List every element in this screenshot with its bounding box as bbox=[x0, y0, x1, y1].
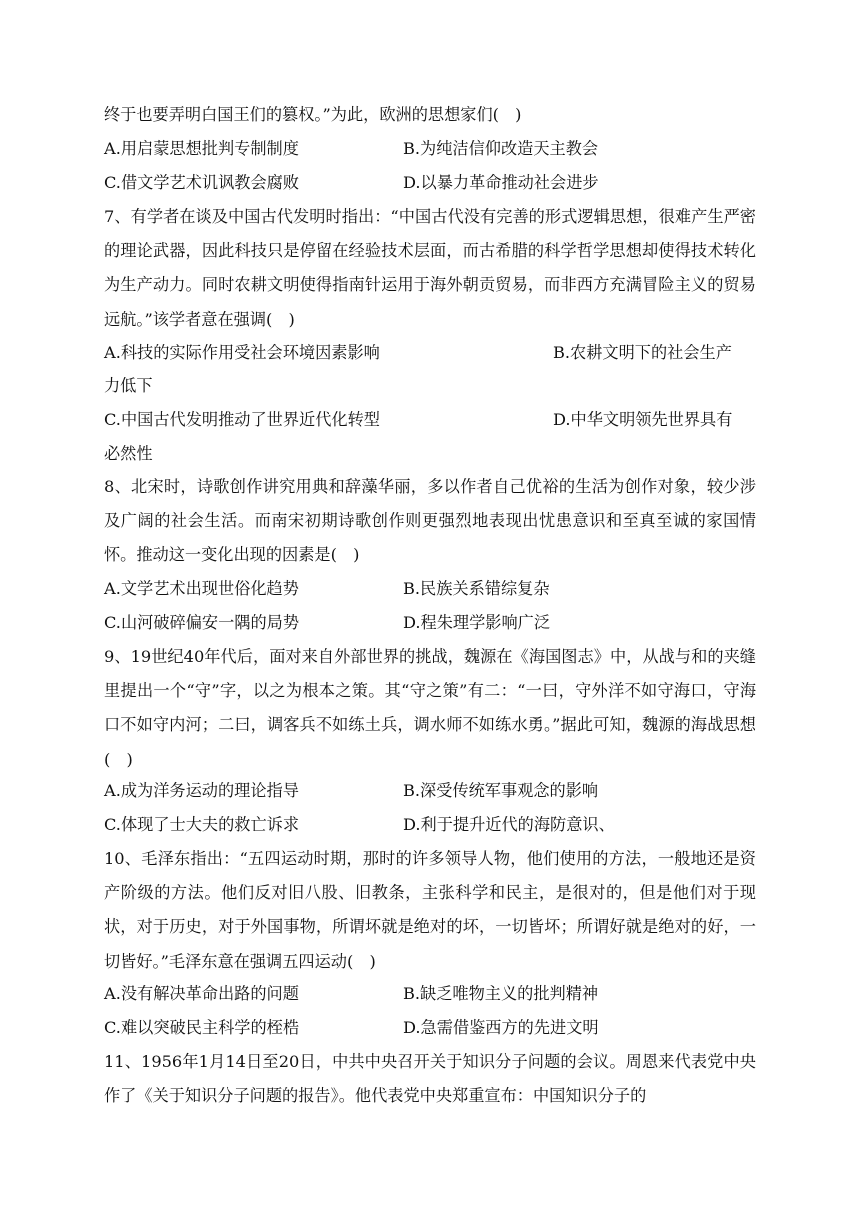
q6-option-c: C.借文学艺术讥讽教会腐败 bbox=[104, 173, 300, 192]
q9-option-d: D.利于提升近代的海防意识、 bbox=[403, 815, 615, 834]
q9-option-a: A.成为洋务运动的理论指导 bbox=[104, 781, 299, 800]
q6-option-a: A.用启蒙思想批判专制制度 bbox=[104, 139, 299, 158]
q10-option-c: C.难以突破民主科学的桎梏 bbox=[104, 1018, 300, 1037]
q6-option-b: B.为纯洁信仰改造天主教会 bbox=[403, 139, 599, 158]
q8-option-c: C.山河破碎偏安一隅的局势 bbox=[104, 613, 300, 632]
q9-stem: 9、19世纪40年代后，面对来自外部世界的挑战，魏源在《海国图志》中，从战与和的夹缝里提出一个“守”字，以之为根本之策。其“守之策”有二：“一曰，守外洋不如守海口，守海口不如守内河；二曰，调客兵不如练土兵，调水师不如练水勇。”据此可知，魏源的海战思想( ) bbox=[104, 647, 756, 769]
q8-option-b: B.民族关系错综复杂 bbox=[403, 579, 550, 598]
q7-stem: 7、有学者在谈及中国古代发明时指出：“中国古代没有完善的形式逻辑思想，很难产生严密的理论武器，因此科技只是停留在经验技术层面，而古希腊的科学哲学思想却使得技术转化为生产动力。同时农耕文明使得指南针运用于海外朝贡贸易，而非西方充满冒险主义的贸易远航。”该学者意在强调( ) bbox=[104, 207, 756, 329]
q7-option-a: A.科技的实际作用受社会环境因素影响 bbox=[104, 343, 380, 362]
q7-option-d: D.中华文明领先世界具有 bbox=[553, 410, 733, 429]
q8-stem: 8、北宋时，诗歌创作讲究用典和辞藻华丽，多以作者自己优裕的生活为创作对象，较少涉及广阔的社会生活。而南宋初期诗歌创作则更强烈地表现出忧患意识和至真至诚的家国情怀。推动这一变化出现的因素是( ) bbox=[104, 477, 756, 565]
q11-stem: 11、1956年1月14日至20日，中共中央召开关于知识分子问题的会议。周恩来代表党中央作了《关于知识分子问题的报告》。他代表党中央郑重宣布：中国知识分子的 bbox=[104, 1052, 756, 1106]
q8-option-a: A.文学艺术出现世俗化趋势 bbox=[104, 579, 299, 598]
q8-option-d: D.程朱理学影响广泛 bbox=[403, 613, 551, 632]
q9-option-c: C.体现了士大夫的救亡诉求 bbox=[104, 815, 300, 834]
q6-option-d: D.以暴力革命推动社会进步 bbox=[403, 173, 599, 192]
q7-option-b-cont: 力低下 bbox=[104, 376, 153, 395]
q6-stem-tail: 终于也要弄明白国王们的篡权。”为此，欧洲的思想家们( ) bbox=[104, 105, 522, 124]
q7-option-c: C.中国古代发明推动了世界近代化转型 bbox=[104, 410, 380, 429]
q10-option-a: A.没有解决革命出路的问题 bbox=[104, 984, 299, 1003]
q9-option-b: B.深受传统军事观念的影响 bbox=[403, 781, 599, 800]
q10-option-b: B.缺乏唯物主义的批判精神 bbox=[403, 984, 599, 1003]
q10-stem: 10、毛泽东指出：“五四运动时期，那时的许多领导人物，他们使用的方法，一般地还是资产阶级的方法。他们反对旧八股、旧教条，主张科学和民主，是很对的，但是他们对于现状，对于历史，对于外国事物，所谓坏就是绝对的坏，一切皆坏；所谓好就是绝对的好，一切皆好。”毛泽东意在强调五四运动( ) bbox=[104, 849, 756, 971]
q7-option-b: B.农耕文明下的社会生产 bbox=[553, 343, 732, 362]
q7-option-d-cont: 必然性 bbox=[104, 444, 153, 463]
q10-option-d: D.急需借鉴西方的先进文明 bbox=[403, 1018, 599, 1037]
